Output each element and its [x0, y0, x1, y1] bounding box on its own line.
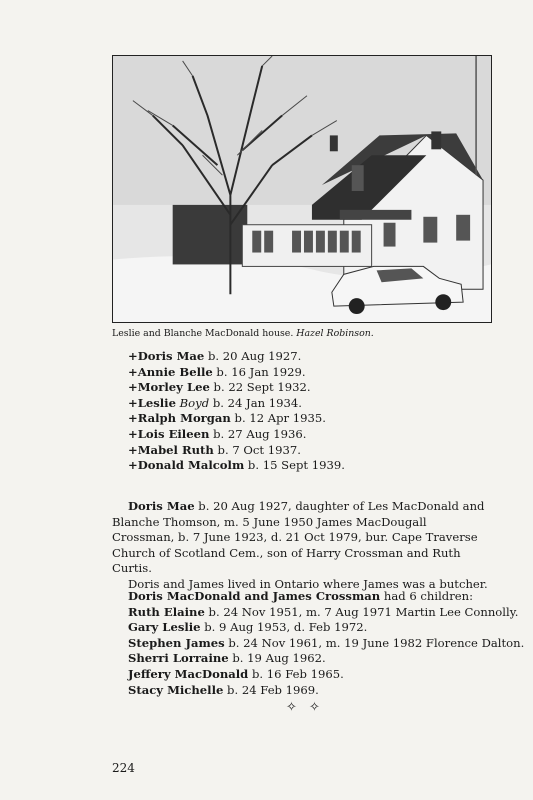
house-photo [112, 55, 492, 323]
child-entry [128, 396, 345, 412]
child-name: Ralph Morgan [137, 411, 231, 426]
grandchild-details: b. 19 Aug 1962. [228, 651, 326, 666]
biography [112, 499, 490, 593]
family-list [128, 589, 524, 698]
grandchild-name: Stephen James [128, 635, 225, 650]
child-birth: b. 20 Aug 1927. [204, 349, 302, 363]
page-number: 224 [112, 761, 135, 775]
plus-marker: + [128, 426, 138, 441]
plus-marker: + [128, 442, 138, 457]
grandchild-name: Sherri Lorraine [128, 651, 229, 666]
child-entry [128, 427, 345, 443]
grandchild-name: Ruth Elaine [128, 604, 205, 619]
grandchild-entry [128, 620, 524, 636]
grandchild-entry [128, 683, 524, 699]
grandchild-name: Jeffery MacDonald [128, 666, 249, 681]
biography-note: Doris and James lived in Ontario where James was a butcher. [128, 576, 488, 591]
photo-caption [112, 328, 374, 340]
biography-text: b. 20 Aug 1927, daughter of Les MacDonald and Blanche Thomson, m. 5 June 1950 James MacDougall Crossman, b. 7 June 1923, d. 21 Oct 1979, bur. Cape Traverse Church of Scotland Cem., son of Harry Crossman and Ruth Curtis. [112, 499, 485, 576]
grandchild-name: Stacy Michelle [128, 682, 224, 697]
grandchild-details: b. 16 Feb 1965. [248, 666, 344, 681]
grandchild-details: b. 9 Aug 1953, d. Feb 1972. [200, 620, 368, 635]
grandchild-entry [128, 667, 524, 683]
child-birth: b. 7 Oct 1937. [213, 442, 301, 457]
child-name: Mabel Ruth [137, 442, 214, 457]
plus-marker: + [128, 364, 138, 379]
plus-marker: + [128, 395, 138, 410]
caption-text: Leslie and Blanche MacDonald house. [112, 328, 297, 339]
house-photo-image [113, 56, 491, 322]
grandchild-name: Gary Leslie [128, 620, 201, 635]
child-name: Annie Belle [137, 364, 213, 379]
caption-credit: Hazel Robinson. [296, 328, 374, 339]
child-birth: b. 22 Sept 1932. [209, 380, 311, 395]
plus-marker: + [128, 458, 138, 473]
grandchild-entry [128, 605, 524, 621]
grandchild-details: b. 24 Nov 1961, m. 19 June 1982 Florence Dalton. [224, 635, 525, 650]
child-birth: b. 24 Jan 1934. [209, 395, 302, 410]
child-italic-name: Boyd [179, 395, 210, 410]
family-heading [128, 589, 524, 605]
children-list [128, 349, 345, 474]
grandchild-details: b. 24 Feb 1969. [223, 682, 319, 697]
child-birth: b. 16 Jan 1929. [212, 364, 306, 379]
grandchild-entry [128, 651, 524, 667]
family-heading-rest: had 6 children: [380, 589, 473, 603]
biography-paragraph [112, 499, 490, 577]
child-name: Lois Eileen [137, 426, 210, 441]
child-entry [128, 443, 345, 459]
section-ornament: ✧ ✧ [286, 700, 324, 715]
child-entry [128, 411, 345, 427]
child-birth: b. 27 Aug 1936. [209, 426, 307, 441]
child-name: Leslie [137, 395, 176, 410]
child-birth: b. 12 Apr 1935. [230, 411, 326, 426]
grandchild-entry [128, 636, 524, 652]
plus-marker: + [128, 349, 138, 363]
child-entry [128, 380, 345, 396]
grandchild-details: b. 24 Nov 1951, m. 7 Aug 1971 Martin Lee Connolly. [204, 604, 519, 619]
child-birth: b. 15 Sept 1939. [244, 458, 345, 473]
plus-marker: + [128, 380, 138, 395]
family-heading-names: Doris MacDonald and James Crossman [128, 589, 381, 603]
child-name: Donald Malcolm [137, 458, 245, 473]
child-name: Doris Mae [137, 349, 205, 363]
plus-marker: + [128, 411, 138, 426]
child-name: Morley Lee [137, 380, 210, 395]
biography-name: Doris Mae [128, 499, 195, 513]
child-entry [128, 349, 345, 365]
child-entry [128, 458, 345, 474]
child-entry [128, 365, 345, 381]
